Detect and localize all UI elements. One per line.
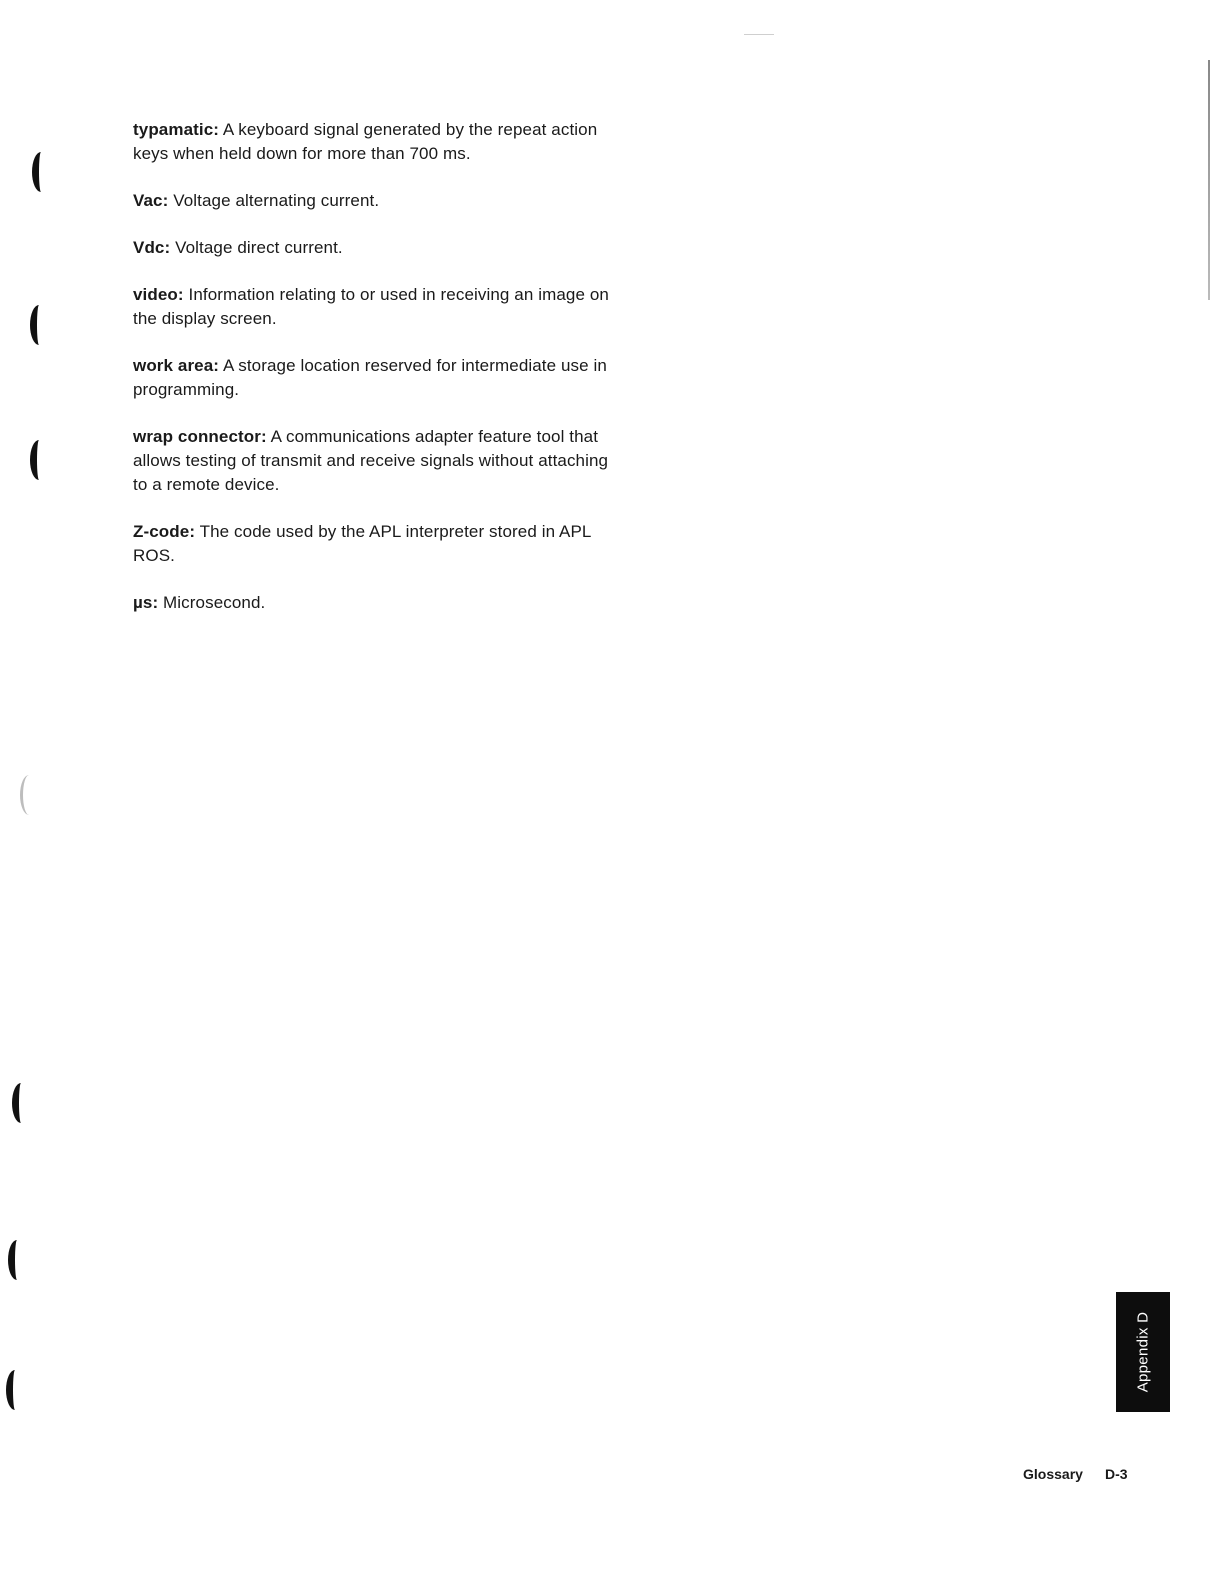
binder-hole-6 <box>8 1240 26 1280</box>
glossary-definition: The code used by the APL interpreter stored in APL ROS. <box>133 522 591 565</box>
binder-hole-4 <box>20 775 38 815</box>
scan-artifact-line <box>744 34 774 35</box>
glossary-term: work area: <box>133 356 220 375</box>
binder-hole-1 <box>32 152 50 192</box>
glossary-term: typamatic: <box>133 120 220 139</box>
glossary-entry-wrap-connector <box>133 425 613 497</box>
glossary-entry-microsecond <box>133 591 613 615</box>
glossary-definition: A keyboard signal generated by the repeat action keys when held down for more than 700 ms. <box>133 120 598 163</box>
binder-hole-5 <box>12 1083 30 1123</box>
glossary-entry-video <box>133 283 613 331</box>
page-edge-shadow <box>1208 60 1210 300</box>
glossary-definition: A communications adapter feature tool that allows testing of transmit and receive signals without attaching to a remote device. <box>133 427 609 494</box>
glossary-entry-vac <box>133 189 613 213</box>
binder-hole-7 <box>6 1370 24 1410</box>
page-number: D-3 <box>1105 1466 1128 1482</box>
glossary-term: Vdc: <box>133 238 171 257</box>
glossary-definition: Microsecond. <box>163 593 266 612</box>
binder-hole-2 <box>30 305 48 345</box>
footer-section-title: Glossary <box>1023 1466 1083 1482</box>
appendix-tab <box>1116 1292 1170 1412</box>
glossary-definition: Voltage alternating current. <box>173 191 380 210</box>
appendix-tab-label: Appendix D <box>1134 1311 1152 1393</box>
glossary-entry-vdc <box>133 236 613 260</box>
binder-hole-3 <box>30 440 48 480</box>
glossary-definition: Information relating to or used in receiving an image on the display screen. <box>133 285 609 328</box>
glossary-term: Z-code: <box>133 522 196 541</box>
glossary-term: Vac: <box>133 191 169 210</box>
glossary-term: µs: <box>133 593 159 612</box>
glossary-entry-z-code <box>133 520 613 568</box>
glossary-definition: A storage location reserved for intermediate use in programming. <box>133 356 607 399</box>
glossary-term: wrap connector: <box>133 427 267 446</box>
glossary-entry-typamatic <box>133 118 613 166</box>
glossary-list <box>133 118 613 638</box>
glossary-term: video: <box>133 285 184 304</box>
glossary-definition: Voltage direct current. <box>175 238 343 257</box>
glossary-entry-work-area <box>133 354 613 402</box>
